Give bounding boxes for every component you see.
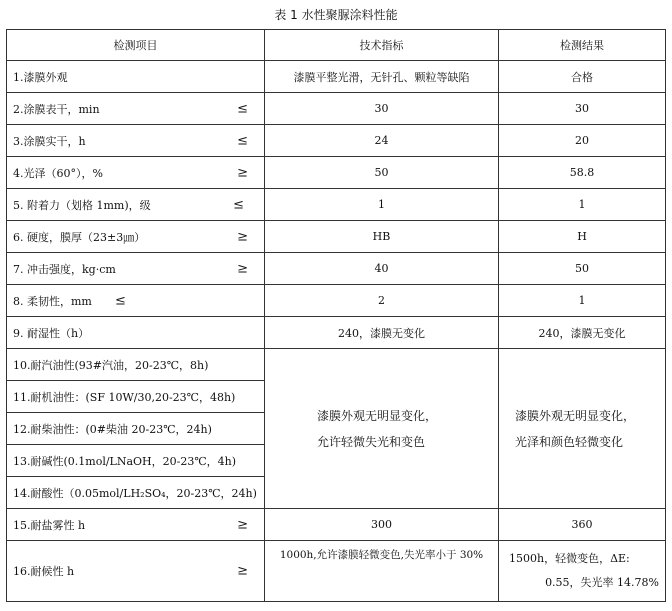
table-row bbox=[7, 541, 666, 602]
item-cell: 6. 硬度，膜厚（23±3㎛） ≥ bbox=[7, 221, 265, 253]
comparison-symbol: ≥ bbox=[237, 229, 248, 244]
comparison-symbol: ≥ bbox=[237, 165, 248, 180]
spec-cell: 24 bbox=[265, 125, 499, 157]
merged-spec-cell bbox=[265, 349, 499, 509]
merged-spec-line: 漆膜外观无明显变化， bbox=[317, 408, 438, 423]
item-cell: 13.耐碱性(0.1mol/LNaOH，20-23℃，4h) bbox=[7, 445, 265, 477]
result-cell: 1 bbox=[499, 189, 666, 221]
result-cell: H bbox=[499, 221, 666, 253]
item-cell: 16.耐候性 h ≥ bbox=[7, 541, 265, 602]
comparison-symbol: ≥ bbox=[237, 563, 248, 579]
merged-result-cell bbox=[499, 349, 666, 509]
item-cell: 9. 耐湿性（h） bbox=[7, 317, 265, 349]
table-row bbox=[7, 93, 666, 125]
merged-result-line: 光泽和颜色轻微变化 bbox=[515, 434, 624, 449]
spec-cell: 50 bbox=[265, 157, 499, 189]
item-cell: 3.涂膜实干，h ≤ bbox=[7, 125, 265, 157]
spec-cell: 30 bbox=[265, 93, 499, 125]
spec-cell: 240，漆膜无变化 bbox=[265, 317, 499, 349]
spec-cell: 1000h,允许漆膜轻微变色,失光率小于 30% bbox=[265, 541, 499, 602]
item-cell: 4.光泽（60°），% ≥ bbox=[7, 157, 265, 189]
result-cell: 58.8 bbox=[499, 157, 666, 189]
header-result: 检测结果 bbox=[499, 30, 666, 61]
table-row bbox=[7, 285, 666, 317]
comparison-symbol: ≥ bbox=[237, 517, 248, 532]
item-cell: 14.耐酸性（0.05mol/LH₂SO₄，20-23℃，24h) bbox=[7, 477, 265, 509]
table-row bbox=[7, 317, 666, 349]
header-spec: 技术指标 bbox=[265, 30, 499, 61]
result-cell: 360 bbox=[499, 509, 666, 541]
comparison-symbol: ≤ bbox=[115, 293, 126, 308]
item-cell: 10.耐汽油性(93#汽油，20-23℃，8h) bbox=[7, 349, 265, 381]
result-cell: 合格 bbox=[499, 61, 666, 93]
comparison-symbol: ≥ bbox=[237, 261, 248, 276]
spec-cell: 40 bbox=[265, 253, 499, 285]
item-cell: 2.涂膜表干，min ≤ bbox=[7, 93, 265, 125]
result-cell: 50 bbox=[499, 253, 666, 285]
result-cell bbox=[499, 541, 666, 602]
comparison-symbol: ≤ bbox=[237, 101, 248, 116]
result-cell: 240，漆膜无变化 bbox=[499, 317, 666, 349]
result-cell: 20 bbox=[499, 125, 666, 157]
header-row bbox=[7, 30, 666, 61]
item-cell: 7. 冲击强度，kg·cm ≥ bbox=[7, 253, 265, 285]
spec-cell: 漆膜平整光滑，无针孔、颗粒等缺陷 bbox=[265, 61, 499, 93]
table-row bbox=[7, 125, 666, 157]
merged-result-line: 漆膜外观无明显变化， bbox=[515, 408, 636, 423]
item-cell: 11.耐机油性：(SF 10W/30,20-23℃，48h) bbox=[7, 381, 265, 413]
table-row bbox=[7, 509, 666, 541]
table-title: 表 1 水性聚脲涂料性能 bbox=[274, 8, 398, 22]
table-row bbox=[7, 189, 666, 221]
comparison-symbol: ≤ bbox=[233, 197, 244, 212]
table-row bbox=[7, 157, 666, 189]
comparison-symbol: ≤ bbox=[237, 133, 248, 148]
spec-cell: HB bbox=[265, 221, 499, 253]
item-cell: 15.耐盐雾性 h ≥ bbox=[7, 509, 265, 541]
header-item: 检测项目 bbox=[7, 30, 265, 61]
result-cell: 30 bbox=[499, 93, 666, 125]
merged-spec-line: 允许轻微失光和变色 bbox=[317, 434, 426, 449]
spec-cell: 2 bbox=[265, 285, 499, 317]
spec-cell: 1 bbox=[265, 189, 499, 221]
table-row bbox=[7, 221, 666, 253]
result-line: 1500h，轻微变色，ΔE: bbox=[509, 552, 630, 565]
table-row bbox=[7, 253, 666, 285]
result-cell: 1 bbox=[499, 285, 666, 317]
spec-cell: 300 bbox=[265, 509, 499, 541]
item-cell: 8. 柔韧性，mm ≤ bbox=[7, 285, 265, 317]
item-cell: 12.耐柴油性：(0#柴油 20-23℃，24h) bbox=[7, 413, 265, 445]
table-row bbox=[7, 61, 666, 93]
table-row bbox=[7, 349, 666, 381]
item-cell: 5. 附着力（划格 1mm)，级 ≤ bbox=[7, 189, 265, 221]
item-cell: 1.漆膜外观 bbox=[7, 61, 265, 93]
result-line: 0.55，失光率 14.78% bbox=[545, 576, 659, 589]
performance-table bbox=[6, 29, 666, 602]
